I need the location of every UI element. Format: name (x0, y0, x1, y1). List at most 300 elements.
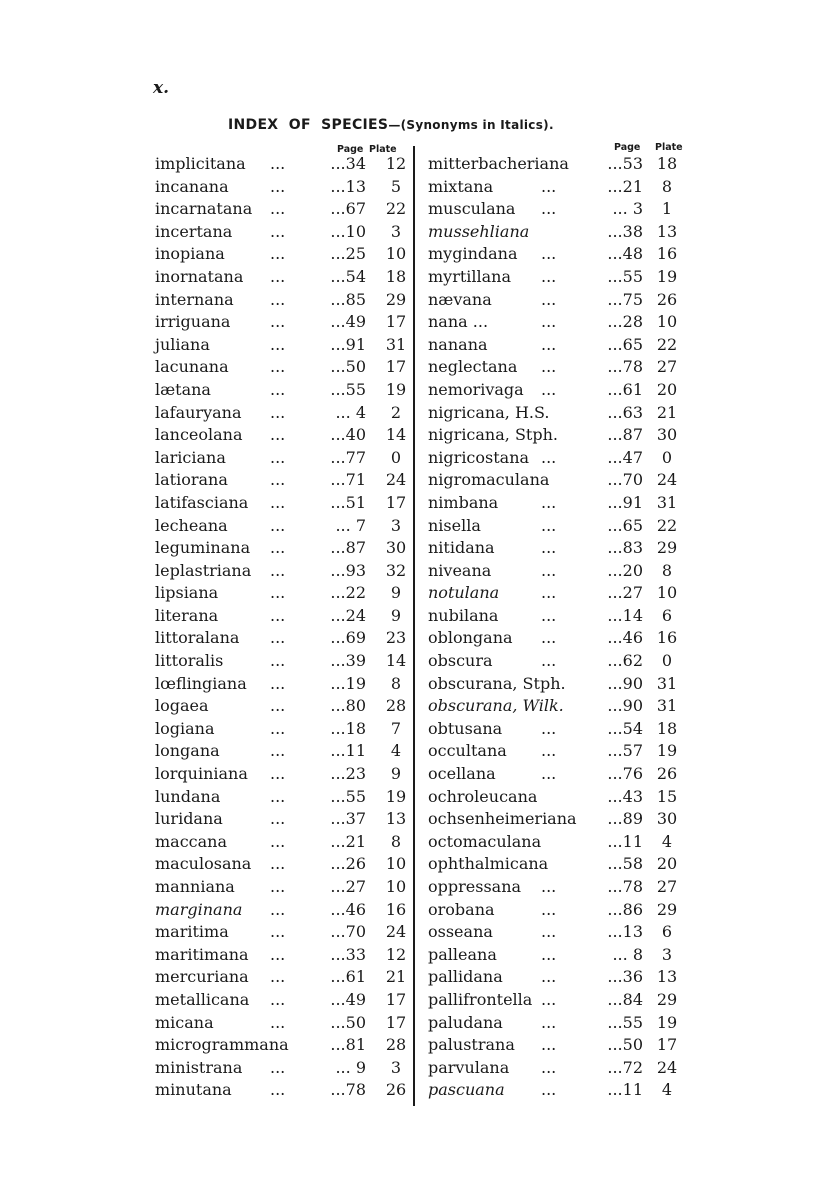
page-ref: ...67 (330, 199, 366, 219)
plate-ref: 22 (656, 334, 678, 354)
species-name: nemorivaga (428, 379, 524, 399)
page-ref: ...81 (330, 1035, 366, 1055)
species-name: ochsenheimeriana (428, 809, 577, 829)
plate-ref: 1 (661, 199, 673, 219)
index-entry (415, 763, 840, 786)
page-ref: ...21 (607, 176, 643, 196)
index-entry (0, 515, 413, 538)
leader-dots: ... (541, 651, 557, 671)
species-name: mixtana (428, 176, 494, 196)
plate-ref: 9 (390, 583, 402, 603)
species-name: niveana (428, 560, 492, 580)
plate-ref: 17 (385, 1012, 407, 1032)
leader-dots: ... (270, 1057, 286, 1077)
page-ref: ...86 (607, 899, 643, 919)
index-entry (415, 469, 840, 492)
species-name: lorquiniana (155, 764, 248, 784)
leader-dots: ... (541, 989, 557, 1009)
index-entry (0, 718, 413, 741)
leader-dots: ... (270, 651, 286, 671)
species-name: myrtillana (428, 266, 512, 286)
species-name: palustrana (428, 1035, 515, 1055)
page-ref: ...62 (607, 651, 643, 671)
plate-ref: 9 (390, 764, 402, 784)
page-ref: ...24 (330, 605, 366, 625)
index-entry (0, 198, 413, 221)
leader-dots: ... (270, 199, 286, 219)
index-entry (0, 786, 413, 809)
title-main: INDEX OF SPECIES (228, 117, 389, 133)
plate-ref: 13 (385, 809, 407, 829)
index-entry (415, 831, 840, 854)
species-name: nigricana, H.S. (428, 402, 550, 422)
plate-ref: 12 (385, 944, 407, 964)
page-number: x. (153, 78, 170, 98)
page-ref: ...11 (607, 1080, 643, 1100)
page-ref: ...13 (607, 922, 643, 942)
page-ref: ...69 (330, 628, 366, 648)
index-entry (0, 334, 413, 357)
species-name: latiorana (155, 470, 228, 490)
species-name: marginana (155, 899, 243, 919)
species-name: pallifrontella (428, 989, 533, 1009)
index-entry (0, 1034, 413, 1057)
leader-dots: ... (270, 289, 286, 309)
page-ref: ...54 (607, 718, 643, 738)
plate-ref: 29 (385, 289, 407, 309)
species-name: notulana (428, 583, 500, 603)
leader-dots: ... (270, 922, 286, 942)
page-ref: ...28 (607, 312, 643, 332)
leader-dots: ... (270, 470, 286, 490)
index-entry (415, 311, 840, 334)
species-name: obscurana, Stph. (428, 673, 566, 693)
plate-ref: 31 (656, 673, 678, 693)
leader-dots: ... (270, 492, 286, 512)
index-entry (0, 243, 413, 266)
plate-ref: 27 (656, 877, 678, 896)
species-name: logiana (155, 718, 215, 738)
plate-ref: 31 (656, 492, 678, 512)
species-name: lipsiana (155, 583, 219, 603)
plate-ref: 21 (656, 402, 678, 422)
leader-dots: ... (541, 1035, 557, 1055)
index-entry (0, 763, 413, 786)
index-entry (415, 695, 840, 718)
leader-dots: ... (270, 221, 286, 241)
plate-ref: 15 (656, 786, 678, 806)
index-entry (0, 311, 413, 334)
species-name: irriguana (155, 312, 231, 332)
page-ref: ...61 (607, 379, 643, 399)
index-entry (415, 1034, 840, 1057)
leader-dots: ... (270, 944, 286, 964)
page-ref: ...76 (607, 764, 643, 784)
leader-dots: ... (270, 718, 286, 738)
species-name: lundana (155, 786, 221, 806)
page-ref: ... 9 (335, 1057, 366, 1077)
page-ref: ...26 (330, 854, 366, 874)
index-entry (0, 469, 413, 492)
index-entry (415, 379, 840, 402)
index-entry (415, 673, 840, 696)
leader-dots: ... (541, 764, 557, 784)
plate-ref: 28 (385, 696, 407, 716)
index-entry (415, 650, 840, 673)
index-entry (415, 853, 840, 876)
left-plate-header: Plate (369, 144, 397, 155)
page-ref: ...78 (330, 1080, 366, 1100)
species-name: nigricostana (428, 447, 530, 467)
species-name: inopiana (155, 244, 225, 264)
plate-ref: 14 (385, 425, 407, 445)
species-name: mygindana (428, 244, 518, 264)
index-entry (0, 153, 413, 176)
page-ref: ...10 (330, 221, 366, 241)
index-entry (0, 1012, 413, 1035)
species-name: littoralis (155, 651, 224, 671)
leader-dots: ... (541, 244, 557, 264)
species-name: incanana (155, 176, 229, 196)
index-entry (415, 289, 840, 312)
page-ref: ...47 (607, 447, 643, 467)
page-ref: ...51 (330, 492, 366, 512)
leader-dots: ... (541, 289, 557, 309)
plate-ref: 21 (385, 967, 407, 987)
plate-ref: 0 (661, 651, 673, 671)
plate-ref: 24 (385, 922, 407, 942)
page-ref: ...80 (330, 696, 366, 716)
page-ref: ...72 (607, 1057, 643, 1077)
page-ref: ...87 (607, 425, 643, 445)
species-name: nimbana (428, 492, 499, 512)
plate-ref: 24 (656, 1057, 678, 1077)
species-name: mercuriana (155, 967, 249, 987)
page-ref: ...58 (607, 854, 643, 874)
plate-ref: 17 (656, 1035, 678, 1055)
species-name: incarnatana (155, 199, 253, 219)
plate-ref: 10 (656, 583, 678, 603)
index-entry (415, 1057, 840, 1080)
index-entry (0, 605, 413, 628)
plate-ref: 10 (385, 244, 407, 264)
index-entry (0, 627, 413, 650)
leader-dots: ... (270, 967, 286, 987)
index-entry (0, 921, 413, 944)
leader-dots: ... (541, 312, 557, 332)
index-entry (415, 198, 840, 221)
leader-dots: ... (270, 764, 286, 784)
page-ref: ...11 (330, 741, 366, 761)
index-entry (0, 831, 413, 854)
plate-ref: 27 (656, 357, 678, 377)
species-name: leplastriana (155, 560, 252, 580)
species-name: paludana (428, 1012, 503, 1032)
leader-dots: ... (270, 560, 286, 580)
page-ref: ...39 (330, 651, 366, 671)
species-name: ministrana (155, 1057, 243, 1077)
species-name: microgrammana (155, 1035, 289, 1055)
index-entry (415, 718, 840, 741)
plate-ref: 14 (385, 651, 407, 671)
plate-ref: 12 (385, 154, 407, 173)
leader-dots: ... (541, 1057, 557, 1077)
plate-ref: 17 (385, 492, 407, 512)
plate-ref: 3 (390, 515, 402, 535)
leader-dots: ... (270, 989, 286, 1009)
leader-dots: ... (270, 515, 286, 535)
index-entry (0, 1079, 413, 1102)
page-ref: ...93 (330, 560, 366, 580)
page-ref: ...25 (330, 244, 366, 264)
plate-ref: 4 (661, 1080, 673, 1100)
leader-dots: ... (541, 266, 557, 286)
plate-ref: 3 (390, 1057, 402, 1077)
species-name: orobana (428, 899, 495, 919)
index-entry (415, 876, 840, 899)
species-name: nævana (428, 289, 492, 309)
species-name: incertana (155, 221, 233, 241)
index-entry (415, 786, 840, 809)
leader-dots: ... (270, 854, 286, 874)
species-name: juliana (155, 334, 210, 354)
plate-ref: 9 (390, 605, 402, 625)
page-ref: ... 8 (612, 944, 643, 964)
page-ref: ...48 (607, 244, 643, 264)
page-ref: ...78 (607, 877, 643, 896)
plate-ref: 16 (656, 244, 678, 264)
index-entry (415, 221, 840, 244)
plate-ref: 6 (661, 922, 673, 942)
species-name: oblongana (428, 628, 513, 648)
species-name: minutana (155, 1080, 232, 1100)
index-entry (415, 266, 840, 289)
page-ref: ...49 (330, 989, 366, 1009)
page-ref: ...11 (607, 831, 643, 851)
species-name: longana (155, 741, 220, 761)
species-name: latifasciana (155, 492, 249, 512)
plate-ref: 29 (656, 989, 678, 1009)
index-entry (415, 243, 840, 266)
index-entry (0, 673, 413, 696)
plate-ref: 19 (656, 1012, 678, 1032)
index-entry (415, 334, 840, 357)
index-entry (0, 356, 413, 379)
leader-dots: ... (270, 244, 286, 264)
page-ref: ...40 (330, 425, 366, 445)
species-name: inornatana (155, 266, 244, 286)
page-ref: ...27 (330, 877, 366, 896)
index-entry (0, 289, 413, 312)
page-ref: ...19 (330, 673, 366, 693)
right-page-header: Page (614, 142, 641, 153)
page-ref: ...91 (607, 492, 643, 512)
right-index-column (415, 153, 840, 1102)
leader-dots: ... (270, 696, 286, 716)
species-name: obscurana, Wilk. (428, 696, 564, 716)
page-ref: ...46 (330, 899, 366, 919)
page-ref: ...61 (330, 967, 366, 987)
leader-dots: ... (541, 357, 557, 377)
index-entry (415, 492, 840, 515)
page-ref: ...54 (330, 266, 366, 286)
index-entry (0, 379, 413, 402)
plate-ref: 26 (385, 1080, 407, 1100)
index-entry (0, 740, 413, 763)
plate-ref: 17 (385, 312, 407, 332)
plate-ref: 0 (390, 447, 402, 467)
species-name: lariciana (155, 447, 226, 467)
leader-dots: ... (270, 425, 286, 445)
index-entry (0, 492, 413, 515)
page-ref: ...38 (607, 221, 643, 241)
plate-ref: 4 (390, 741, 402, 761)
page-title (228, 117, 554, 133)
page-ref: ...57 (607, 741, 643, 761)
index-entry (0, 944, 413, 967)
species-name: nigromaculana (428, 470, 550, 490)
species-name: mussehliana (428, 221, 530, 241)
species-name: osseana (428, 922, 493, 942)
index-entry (0, 447, 413, 470)
plate-ref: 19 (656, 741, 678, 761)
leader-dots: ... (270, 154, 286, 173)
index-entry (415, 582, 840, 605)
index-entry (0, 650, 413, 673)
plate-ref: 10 (385, 877, 407, 896)
page-ref: ...70 (330, 922, 366, 942)
plate-ref: 29 (656, 899, 678, 919)
species-name: lecheana (155, 515, 228, 535)
plate-ref: 10 (385, 854, 407, 874)
species-name: maculosana (155, 854, 252, 874)
plate-ref: 24 (385, 470, 407, 490)
index-entry (0, 989, 413, 1012)
page-ref: ...14 (607, 605, 643, 625)
species-name: nanana (428, 334, 488, 354)
leader-dots: ... (270, 334, 286, 354)
species-name: maccana (155, 831, 228, 851)
index-entry (0, 424, 413, 447)
leader-dots: ... (541, 334, 557, 354)
page-ref: ...83 (607, 538, 643, 558)
species-name: manniana (155, 877, 235, 896)
leader-dots: ... (270, 605, 286, 625)
species-name: littoralana (155, 628, 240, 648)
plate-ref: 3 (390, 221, 402, 241)
index-entry (0, 537, 413, 560)
plate-ref: 19 (656, 266, 678, 286)
species-name: parvulana (428, 1057, 510, 1077)
plate-ref: 18 (656, 718, 678, 738)
plate-ref: 13 (656, 967, 678, 987)
plate-ref: 29 (656, 538, 678, 558)
page-ref: ...91 (330, 334, 366, 354)
plate-ref: 2 (390, 402, 402, 422)
page-ref: ...75 (607, 289, 643, 309)
index-entry (0, 808, 413, 831)
species-name: nubilana (428, 605, 499, 625)
plate-ref: 20 (656, 379, 678, 399)
page-ref: ...50 (330, 357, 366, 377)
plate-ref: 17 (385, 357, 407, 377)
species-name: palleana (428, 944, 497, 964)
index-entry (415, 153, 840, 176)
species-name: ocellana (428, 764, 496, 784)
plate-ref: 18 (385, 266, 407, 286)
page-ref: ...65 (607, 334, 643, 354)
plate-ref: 19 (385, 379, 407, 399)
plate-ref: 5 (390, 176, 402, 196)
species-name: nisella (428, 515, 481, 535)
leader-dots: ... (270, 402, 286, 422)
leader-dots: ... (270, 877, 286, 896)
leader-dots: ... (270, 831, 286, 851)
page-ref: ...22 (330, 583, 366, 603)
index-entry (415, 740, 840, 763)
leader-dots: ... (270, 809, 286, 829)
plate-ref: 30 (385, 538, 407, 558)
index-entry (415, 627, 840, 650)
leader-dots: ... (270, 628, 286, 648)
index-entry (0, 876, 413, 899)
plate-ref: 30 (656, 809, 678, 829)
index-entry (415, 944, 840, 967)
species-name: implicitana (155, 154, 246, 173)
leader-dots: ... (270, 899, 286, 919)
index-entry (0, 266, 413, 289)
page-ref: ...89 (607, 809, 643, 829)
species-name: metallicana (155, 989, 250, 1009)
page-ref: ...90 (607, 696, 643, 716)
plate-ref: 0 (661, 447, 673, 467)
plate-ref: 32 (385, 560, 407, 580)
plate-ref: 8 (661, 560, 673, 580)
leader-dots: ... (541, 1080, 557, 1100)
species-name: lacunana (155, 357, 229, 377)
page-ref: ...63 (607, 402, 643, 422)
left-index-column (0, 153, 413, 1102)
page-ref: ...53 (607, 154, 643, 173)
page-ref: ...21 (330, 831, 366, 851)
species-name: maritimana (155, 944, 249, 964)
leader-dots: ... (270, 583, 286, 603)
index-entry (0, 176, 413, 199)
leader-dots: ... (270, 538, 286, 558)
species-name: literana (155, 605, 219, 625)
species-name: neglectana (428, 357, 518, 377)
index-entry (415, 966, 840, 989)
leader-dots: ... (541, 922, 557, 942)
page-ref: ...78 (607, 357, 643, 377)
plate-ref: 22 (385, 199, 407, 219)
leader-dots: ... (541, 605, 557, 625)
plate-ref: 22 (656, 515, 678, 535)
species-name: luridana (155, 809, 223, 829)
species-name: occultana (428, 741, 507, 761)
page-ref: ...50 (330, 1012, 366, 1032)
index-entry (415, 989, 840, 1012)
plate-ref: 4 (661, 831, 673, 851)
species-name: internana (155, 289, 234, 309)
leader-dots: ... (541, 718, 557, 738)
index-entry (415, 537, 840, 560)
leader-dots: ... (270, 176, 286, 196)
plate-ref: 10 (656, 312, 678, 332)
page-ref: ...55 (607, 1012, 643, 1032)
page-ref: ...13 (330, 176, 366, 196)
leader-dots: ... (541, 492, 557, 512)
